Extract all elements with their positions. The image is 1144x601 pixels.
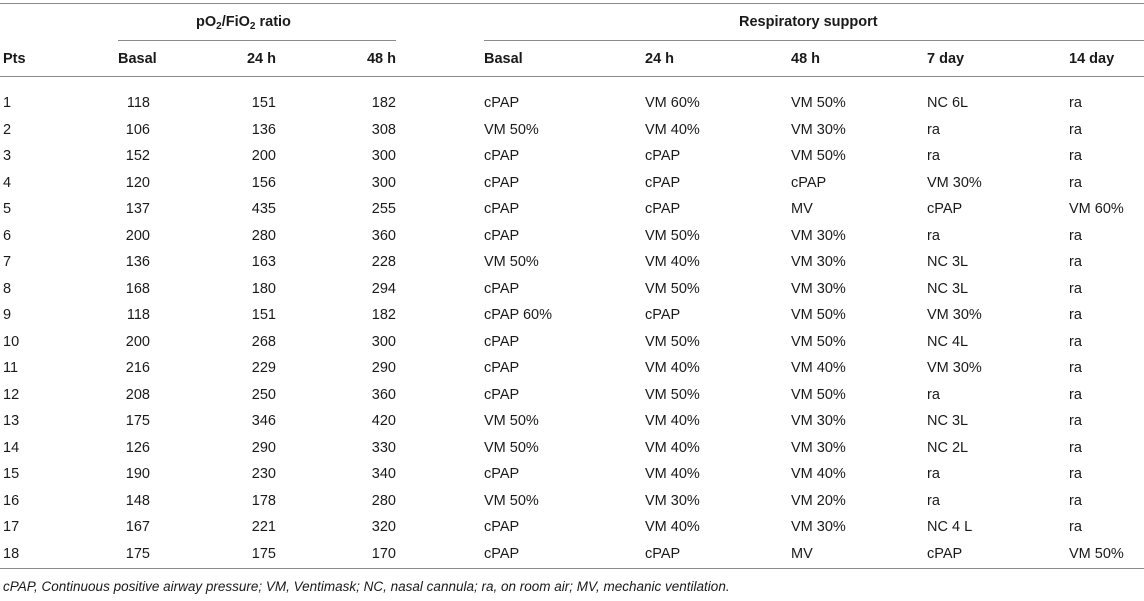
cell-pts: 8 bbox=[3, 280, 12, 297]
cell-24h-support: VM 50% bbox=[645, 386, 700, 403]
table-row bbox=[0, 196, 1144, 223]
cell-14day: ra bbox=[1069, 413, 1082, 429]
cell-48h-ratio: 360 bbox=[371, 386, 396, 403]
cell-24h-support: VM 40% bbox=[645, 466, 700, 482]
cell-24h-ratio: 250 bbox=[251, 386, 276, 403]
cell-basal-support: cPAP bbox=[484, 201, 520, 217]
cell-48h-ratio: 280 bbox=[371, 492, 396, 509]
cell-48h-support: VM 30% bbox=[791, 519, 846, 535]
cell-14day: ra bbox=[1069, 439, 1082, 456]
cell-24h-ratio: 290 bbox=[251, 439, 276, 456]
cell-pts: 14 bbox=[3, 439, 20, 456]
cell-basal-ratio: 118 bbox=[126, 307, 150, 323]
cell-basal-ratio: 137 bbox=[125, 201, 150, 217]
cell-14day: ra bbox=[1069, 466, 1082, 482]
cell-7day: ra bbox=[927, 227, 940, 244]
cell-48h-ratio: 182 bbox=[371, 95, 396, 111]
cell-48h-support: MV bbox=[791, 201, 813, 217]
cell-basal-support: cPAP bbox=[484, 148, 520, 164]
cell-24h-ratio: 136 bbox=[251, 121, 276, 138]
cell-24h-ratio: 180 bbox=[251, 280, 276, 297]
table-row bbox=[0, 382, 1144, 409]
cell-24h-support: cPAP bbox=[645, 201, 681, 217]
cell-48h-ratio: 300 bbox=[371, 148, 396, 164]
table-row bbox=[0, 541, 1144, 568]
table-row bbox=[0, 514, 1144, 541]
cell-basal-support: cPAP bbox=[484, 227, 520, 244]
footnote: cPAP, Continuous positive airway pressure; VM, Ventimask; NC, nasal cannula; ra, on room air; MV, mechanic ventilation. bbox=[3, 579, 730, 594]
cell-48h-ratio: 182 bbox=[371, 307, 396, 323]
col-header-24h-support: 24 h bbox=[645, 51, 675, 67]
cell-14day: VM 60% bbox=[1069, 201, 1124, 217]
cell-7day: cPAP bbox=[927, 201, 963, 217]
cell-24h-ratio: 156 bbox=[251, 174, 276, 191]
cell-basal-support: VM 50% bbox=[484, 121, 539, 138]
cell-48h-support: VM 50% bbox=[791, 95, 846, 111]
cell-pts: 13 bbox=[3, 413, 20, 429]
cell-7day: NC 3L bbox=[927, 254, 969, 270]
cell-48h-ratio: 320 bbox=[371, 519, 396, 535]
cell-basal-ratio: 190 bbox=[125, 466, 150, 482]
table-row bbox=[0, 408, 1144, 435]
cell-pts: 1 bbox=[3, 95, 12, 111]
cell-7day: NC 4 L bbox=[927, 519, 973, 535]
cell-48h-support: VM 40% bbox=[791, 466, 846, 482]
cell-24h-support: VM 50% bbox=[645, 227, 700, 244]
cell-14day: VM 50% bbox=[1069, 545, 1124, 562]
cell-24h-ratio: 230 bbox=[251, 466, 276, 482]
cell-48h-support: VM 30% bbox=[791, 280, 846, 297]
cell-7day: NC 3L bbox=[927, 413, 969, 429]
cell-pts: 16 bbox=[3, 492, 20, 509]
cell-48h-support: MV bbox=[791, 545, 813, 562]
cell-7day: NC 3L bbox=[927, 280, 969, 297]
table-row bbox=[0, 143, 1144, 170]
col-header-7day: 7 day bbox=[927, 51, 965, 67]
cell-48h-ratio: 360 bbox=[371, 227, 396, 244]
cell-48h-support: VM 40% bbox=[791, 360, 846, 376]
cell-48h-ratio: 300 bbox=[371, 174, 396, 191]
cell-basal-ratio: 136 bbox=[125, 254, 150, 270]
cell-basal-ratio: 168 bbox=[125, 280, 150, 297]
cell-basal-support: cPAP bbox=[484, 545, 520, 562]
cell-48h-ratio: 330 bbox=[371, 439, 396, 456]
cell-24h-ratio: 151 bbox=[251, 307, 276, 323]
table-row bbox=[0, 249, 1144, 276]
cell-24h-support: VM 40% bbox=[645, 360, 700, 376]
cell-basal-support: cPAP bbox=[484, 466, 520, 482]
cell-pts: 4 bbox=[3, 174, 12, 191]
table-row bbox=[0, 329, 1144, 356]
bottom-rule bbox=[0, 568, 1144, 569]
cell-24h-ratio: 268 bbox=[251, 333, 276, 350]
cell-basal-ratio: 175 bbox=[125, 545, 150, 562]
cell-basal-support: cPAP bbox=[484, 519, 520, 535]
cell-pts: 9 bbox=[3, 307, 12, 323]
cell-24h-ratio: 200 bbox=[251, 148, 276, 164]
cell-basal-support: cPAP bbox=[484, 95, 520, 111]
cell-14day: ra bbox=[1069, 254, 1082, 270]
cell-14day: ra bbox=[1069, 360, 1082, 376]
table-row bbox=[0, 276, 1144, 303]
cell-24h-ratio: 229 bbox=[251, 360, 276, 376]
cell-7day: VM 30% bbox=[927, 360, 982, 376]
cell-14day: ra bbox=[1069, 519, 1082, 535]
cell-48h-support: VM 20% bbox=[791, 492, 846, 509]
col-header-14day: 14 day bbox=[1069, 51, 1115, 67]
cell-24h-support: VM 40% bbox=[645, 121, 700, 138]
cell-24h-ratio: 221 bbox=[251, 519, 276, 535]
cell-48h-support: cPAP bbox=[791, 174, 827, 191]
cell-basal-ratio: 200 bbox=[125, 333, 150, 350]
cell-24h-ratio: 163 bbox=[251, 254, 276, 270]
cell-pts: 11 bbox=[3, 360, 19, 376]
col-header-basal-support: Basal bbox=[484, 51, 523, 67]
cell-basal-support: VM 50% bbox=[484, 413, 539, 429]
cell-basal-ratio: 167 bbox=[125, 519, 150, 535]
cell-7day: NC 2L bbox=[927, 439, 969, 456]
cell-pts: 7 bbox=[3, 254, 12, 270]
cell-48h-ratio: 228 bbox=[371, 254, 396, 270]
cell-basal-support: cPAP bbox=[484, 360, 520, 376]
cell-basal-support: VM 50% bbox=[484, 254, 539, 270]
cell-14day: ra bbox=[1069, 148, 1082, 164]
cell-7day: NC 4L bbox=[927, 333, 969, 350]
table-row bbox=[0, 170, 1144, 197]
cell-pts: 2 bbox=[3, 121, 12, 138]
cell-48h-ratio: 255 bbox=[371, 201, 396, 217]
cell-24h-support: VM 40% bbox=[645, 413, 700, 429]
cell-48h-ratio: 340 bbox=[371, 466, 396, 482]
cell-basal-support: VM 50% bbox=[484, 492, 539, 509]
cell-48h-support: VM 30% bbox=[791, 413, 846, 429]
cell-basal-ratio: 118 bbox=[126, 95, 150, 111]
cell-24h-support: VM 50% bbox=[645, 280, 700, 297]
cell-basal-support: cPAP bbox=[484, 174, 520, 191]
cell-basal-ratio: 148 bbox=[125, 492, 150, 509]
cell-basal-ratio: 126 bbox=[125, 439, 150, 456]
cell-48h-ratio: 290 bbox=[371, 360, 396, 376]
group-rule-ratio bbox=[118, 40, 396, 41]
cell-24h-ratio: 435 bbox=[251, 201, 276, 217]
cell-7day: ra bbox=[927, 148, 940, 164]
cell-24h-support: VM 40% bbox=[645, 254, 700, 270]
table-row bbox=[0, 461, 1144, 488]
cell-14day: ra bbox=[1069, 333, 1082, 350]
cell-48h-ratio: 170 bbox=[371, 545, 396, 562]
cell-48h-ratio: 308 bbox=[371, 121, 396, 138]
cell-pts: 3 bbox=[3, 148, 12, 164]
cell-7day: VM 30% bbox=[927, 307, 982, 323]
cell-48h-ratio: 294 bbox=[371, 280, 396, 297]
col-header-48h-ratio: 48 h bbox=[366, 51, 396, 67]
cell-14day: ra bbox=[1069, 174, 1082, 191]
col-header-24h-ratio: 24 h bbox=[246, 51, 276, 67]
cell-7day: VM 30% bbox=[927, 174, 982, 191]
table-row bbox=[0, 117, 1144, 144]
cell-pts: 10 bbox=[3, 333, 20, 350]
cell-basal-ratio: 216 bbox=[125, 360, 150, 376]
cell-14day: ra bbox=[1069, 280, 1082, 297]
cell-24h-ratio: 175 bbox=[251, 545, 276, 562]
cell-24h-support: cPAP bbox=[645, 174, 681, 191]
cell-48h-ratio: 420 bbox=[371, 413, 396, 429]
cell-24h-support: VM 40% bbox=[645, 519, 700, 535]
cell-48h-support: VM 50% bbox=[791, 333, 846, 350]
cell-48h-support: VM 50% bbox=[791, 307, 846, 323]
cell-basal-support: cPAP bbox=[484, 386, 520, 403]
cell-7day: ra bbox=[927, 386, 940, 403]
table-row bbox=[0, 435, 1144, 462]
cell-pts: 17 bbox=[3, 519, 20, 535]
cell-basal-support: cPAP bbox=[484, 280, 520, 297]
cell-48h-support: VM 50% bbox=[791, 386, 846, 403]
cell-48h-ratio: 300 bbox=[371, 333, 396, 350]
cell-basal-ratio: 208 bbox=[125, 386, 150, 403]
cell-pts: 6 bbox=[3, 227, 12, 244]
cell-24h-ratio: 346 bbox=[251, 413, 276, 429]
col-header-pts: Pts bbox=[3, 51, 26, 67]
cell-pts: 18 bbox=[3, 545, 20, 562]
cell-7day: ra bbox=[927, 466, 940, 482]
table-row bbox=[0, 302, 1144, 329]
cell-24h-ratio: 280 bbox=[251, 227, 276, 244]
cell-basal-ratio: 106 bbox=[125, 121, 150, 138]
cell-48h-support: VM 30% bbox=[791, 254, 846, 270]
cell-48h-support: VM 30% bbox=[791, 439, 846, 456]
cell-14day: ra bbox=[1069, 95, 1082, 111]
table-row bbox=[0, 488, 1144, 515]
cell-48h-support: VM 30% bbox=[791, 121, 846, 138]
group-rule-support bbox=[484, 40, 1144, 41]
cell-7day: cPAP bbox=[927, 545, 963, 562]
header-rule bbox=[0, 76, 1144, 77]
group-header-support: Respiratory support bbox=[739, 14, 878, 30]
cell-24h-support: cPAP bbox=[645, 545, 681, 562]
col-header-basal-ratio: Basal bbox=[118, 51, 157, 67]
cell-7day: ra bbox=[927, 492, 940, 509]
cell-14day: ra bbox=[1069, 386, 1082, 403]
cell-14day: ra bbox=[1069, 121, 1082, 138]
table-row bbox=[0, 223, 1144, 250]
cell-basal-support: VM 50% bbox=[484, 439, 539, 456]
table-row bbox=[0, 355, 1144, 382]
cell-7day: ra bbox=[927, 121, 940, 138]
table-row bbox=[0, 90, 1144, 117]
col-header-48h-support: 48 h bbox=[791, 51, 821, 67]
cell-48h-support: VM 50% bbox=[791, 148, 846, 164]
cell-14day: ra bbox=[1069, 307, 1082, 323]
cell-24h-support: VM 50% bbox=[645, 333, 700, 350]
cell-basal-ratio: 200 bbox=[125, 227, 150, 244]
cell-pts: 12 bbox=[3, 386, 20, 403]
cell-pts: 5 bbox=[3, 201, 12, 217]
cell-24h-ratio: 151 bbox=[251, 95, 276, 111]
cell-24h-support: VM 30% bbox=[645, 492, 700, 509]
cell-basal-ratio: 152 bbox=[125, 148, 150, 164]
cell-pts: 15 bbox=[3, 466, 20, 482]
top-rule bbox=[0, 3, 1144, 4]
cell-24h-ratio: 178 bbox=[251, 492, 276, 509]
cell-24h-support: VM 60% bbox=[645, 95, 700, 111]
cell-14day: ra bbox=[1069, 227, 1082, 244]
cell-14day: ra bbox=[1069, 492, 1082, 509]
cell-basal-support: cPAP bbox=[484, 333, 520, 350]
cell-24h-support: cPAP bbox=[645, 148, 681, 164]
group-header-ratio: $pO_2/FiO_2$ ratio bbox=[196, 14, 291, 32]
cell-basal-support: cPAP 60% bbox=[484, 307, 552, 323]
cell-7day: NC 6L bbox=[927, 95, 969, 111]
cell-24h-support: VM 40% bbox=[645, 439, 700, 456]
cell-48h-support: VM 30% bbox=[791, 227, 846, 244]
cell-24h-support: cPAP bbox=[645, 307, 681, 323]
cell-basal-ratio: 175 bbox=[125, 413, 150, 429]
cell-basal-ratio: 120 bbox=[125, 174, 150, 191]
